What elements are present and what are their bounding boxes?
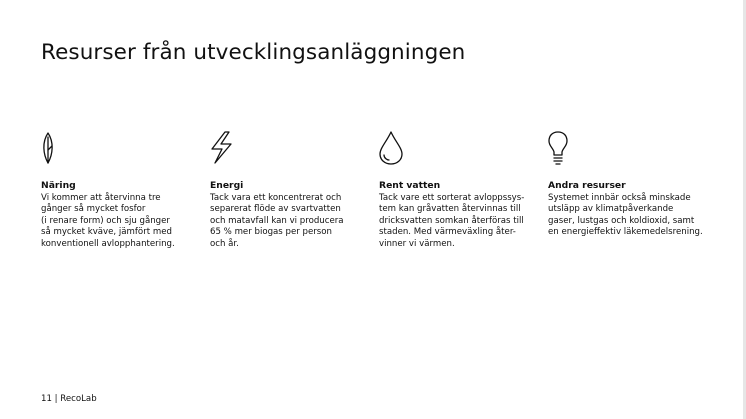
lightning-bolt-icon [210, 130, 242, 166]
column-body: Tack vara ett koncentrerat och separerat flöde av svartvatten och matavfall kan vi producera 65 % mer biogas per person och år. [210, 193, 344, 249]
water-drop-icon [379, 130, 411, 166]
page-title: Resurser från utvecklingsanläggningen [41, 40, 466, 65]
page-footer: 11 | RecoLab [41, 394, 97, 404]
light-bulb-icon [548, 130, 580, 166]
column-body: Systemet innbär också minskade utsläpp av klimatpåverkande gaser, lustgas och koldioxid, samt en energieffektiv läkemedelsrening. [548, 193, 703, 238]
column-body: Vi kommer att återvinna tre gånger så mycket fosfor (i renare form) och sju gånger så mycket kväve, jämfört med konventionell avlopphantering. [41, 193, 175, 249]
column-heading: Energi [210, 180, 244, 191]
column-heading: Rent vatten [379, 180, 441, 191]
resource-column-andra-resurser [548, 130, 706, 239]
resource-column-energi [210, 130, 368, 250]
column-heading: Andra resurser [548, 180, 626, 191]
column-heading: Näring [41, 180, 76, 191]
column-body: Tack vare ett sorterat avloppssys- tem kan gråvatten återvinnas till dricksvatten somkan återföras till staden. Med värmeväxling åter- vinner vi värmen. [379, 193, 525, 249]
resource-column-naring [41, 130, 199, 250]
resource-column-rent-vatten [379, 130, 537, 250]
leaf-icon [41, 130, 73, 166]
